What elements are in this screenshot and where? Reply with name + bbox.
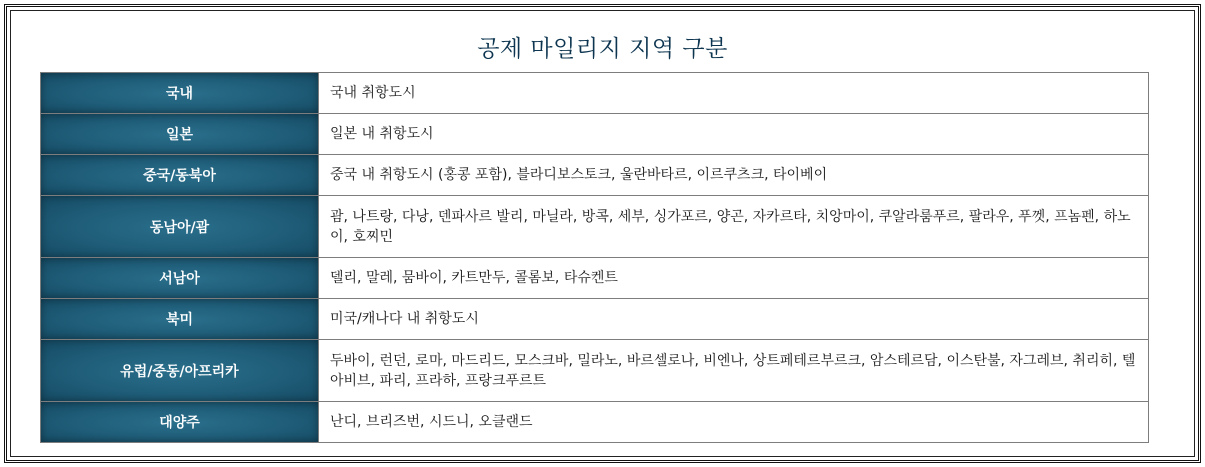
table-row: [41, 155, 1149, 196]
table-row: [41, 299, 1149, 340]
table-row: [41, 196, 1149, 258]
region-name: 서남아: [41, 258, 319, 299]
region-cities: 두바이, 런던, 로마, 마드리드, 모스크바, 밀라노, 바르셀로나, 비엔나, 상트페테르부르크, 암스테르담, 이스탄불, 자그레브, 취리히, 텔아비브, 파리, 프라하, 프랑크푸르트: [319, 340, 1149, 402]
page-title: 공제 마일리지 지역 구분: [477, 36, 728, 62]
region-table: [40, 72, 1149, 443]
table-row: [41, 258, 1149, 299]
region-cities: 미국/캐나다 내 취항도시: [319, 299, 1149, 340]
region-name: 동남아/괌: [41, 196, 319, 258]
region-name: 북미: [41, 299, 319, 340]
table-row: [41, 73, 1149, 114]
region-name: 대양주: [41, 402, 319, 443]
table-row: [41, 402, 1149, 443]
region-cities: 일본 내 취항도시: [319, 114, 1149, 155]
region-cities: 중국 내 취항도시 (홍콩 포함), 블라디보스토크, 울란바타르, 이르쿠츠크, 타이베이: [319, 155, 1149, 196]
table-row: [41, 114, 1149, 155]
table-row: [41, 340, 1149, 402]
region-name: 유럽/중동/아프리카: [41, 340, 319, 402]
region-cities: 델리, 말레, 뭄바이, 카트만두, 콜롬보, 타슈켄트: [319, 258, 1149, 299]
region-cities: 괌, 나트랑, 다낭, 덴파사르 발리, 마닐라, 방콕, 세부, 싱가포르, 양곤, 자카르타, 치앙마이, 쿠알라룸푸르, 팔라우, 푸껫, 프놈펜, 하노이, 호찌민: [319, 196, 1149, 258]
region-name: 일본: [41, 114, 319, 155]
region-name: 국내: [41, 73, 319, 114]
region-name: 중국/동북아: [41, 155, 319, 196]
region-cities: 국내 취항도시: [319, 73, 1149, 114]
region-cities: 난디, 브리즈번, 시드니, 오클랜드: [319, 402, 1149, 443]
